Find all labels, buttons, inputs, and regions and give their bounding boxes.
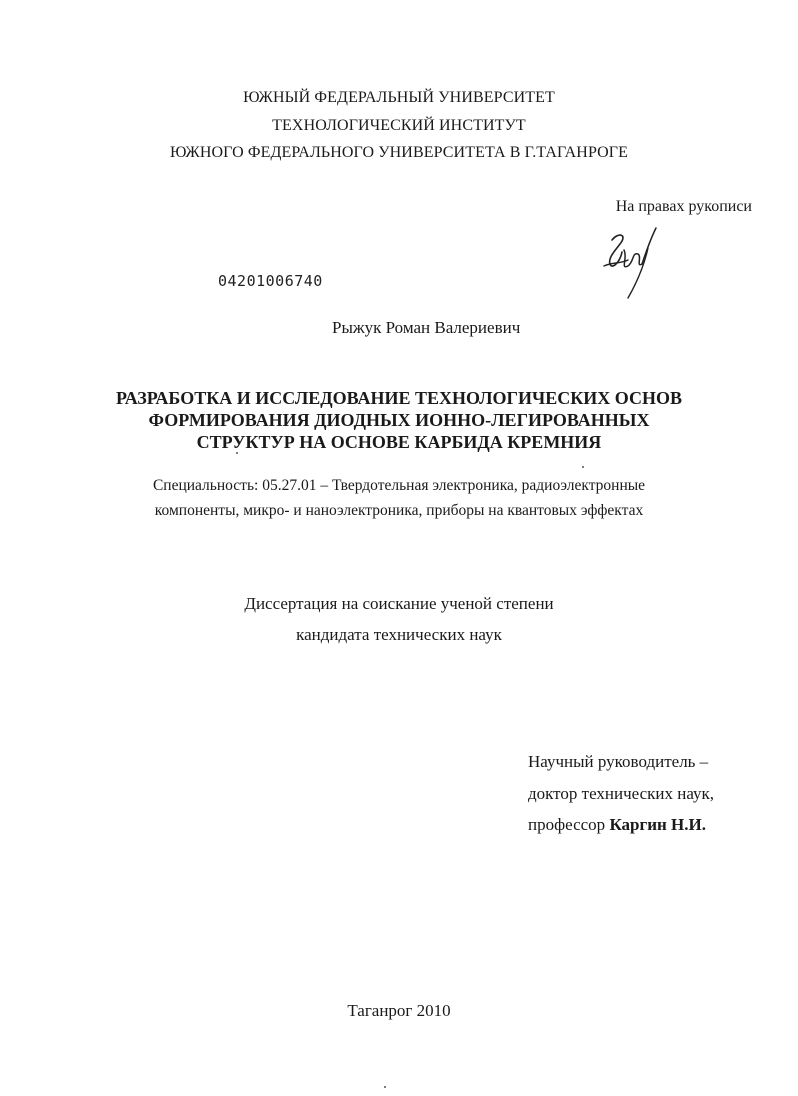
supervisor-line-3 (528, 815, 706, 835)
scan-speck (384, 1086, 386, 1088)
title-line-1: РАЗРАБОТКА И ИССЛЕДОВАНИЕ ТЕХНОЛОГИЧЕСКИХ ОСНОВ (116, 388, 682, 408)
specialty-line-2: компоненты, микро- и наноэлектроника, приборы на квантовых эффектах (154, 502, 644, 519)
supervisor-name: Каргин Н.И. (609, 815, 707, 834)
supervisor-line-2: доктор технических наук, (528, 784, 715, 803)
degree-line-1: Диссертация на соискание ученой степени (244, 594, 554, 613)
supervisor-line-1: Научный руководитель – (528, 752, 709, 771)
city-year: Таганрог 2010 (347, 1001, 451, 1020)
rights-note: На правах рукописи (615, 198, 752, 215)
degree-line-2: кандидата технических наук (296, 625, 502, 644)
handwritten-signature (598, 222, 670, 302)
scan-speck (236, 452, 238, 454)
specialty-line-1: Специальность: 05.27.01 – Твердотельная электроника, радиоэлектронные (152, 477, 646, 494)
author-name: Рыжук Роман Валериевич (332, 318, 521, 337)
catalog-number: 04201006740 (218, 272, 323, 290)
institution-line-2: ТЕХНОЛОГИЧЕСКИЙ ИНСТИТУТ (272, 117, 526, 134)
institution-line-3: ЮЖНОГО ФЕДЕРАЛЬНОГО УНИВЕРСИТЕТА В Г.ТАГАНРОГЕ (169, 144, 629, 161)
title-line-3: СТРУКТУР НА ОСНОВЕ КАРБИДА КРЕМНИЯ (196, 432, 602, 452)
scan-speck (582, 466, 584, 468)
title-line-2: ФОРМИРОВАНИЯ ДИОДНЫХ ИОННО-ЛЕГИРОВАННЫХ (148, 410, 650, 430)
institution-line-1: ЮЖНЫЙ ФЕДЕРАЛЬНЫЙ УНИВЕРСИТЕТ (243, 89, 555, 106)
supervisor-title: профессор (528, 815, 610, 834)
